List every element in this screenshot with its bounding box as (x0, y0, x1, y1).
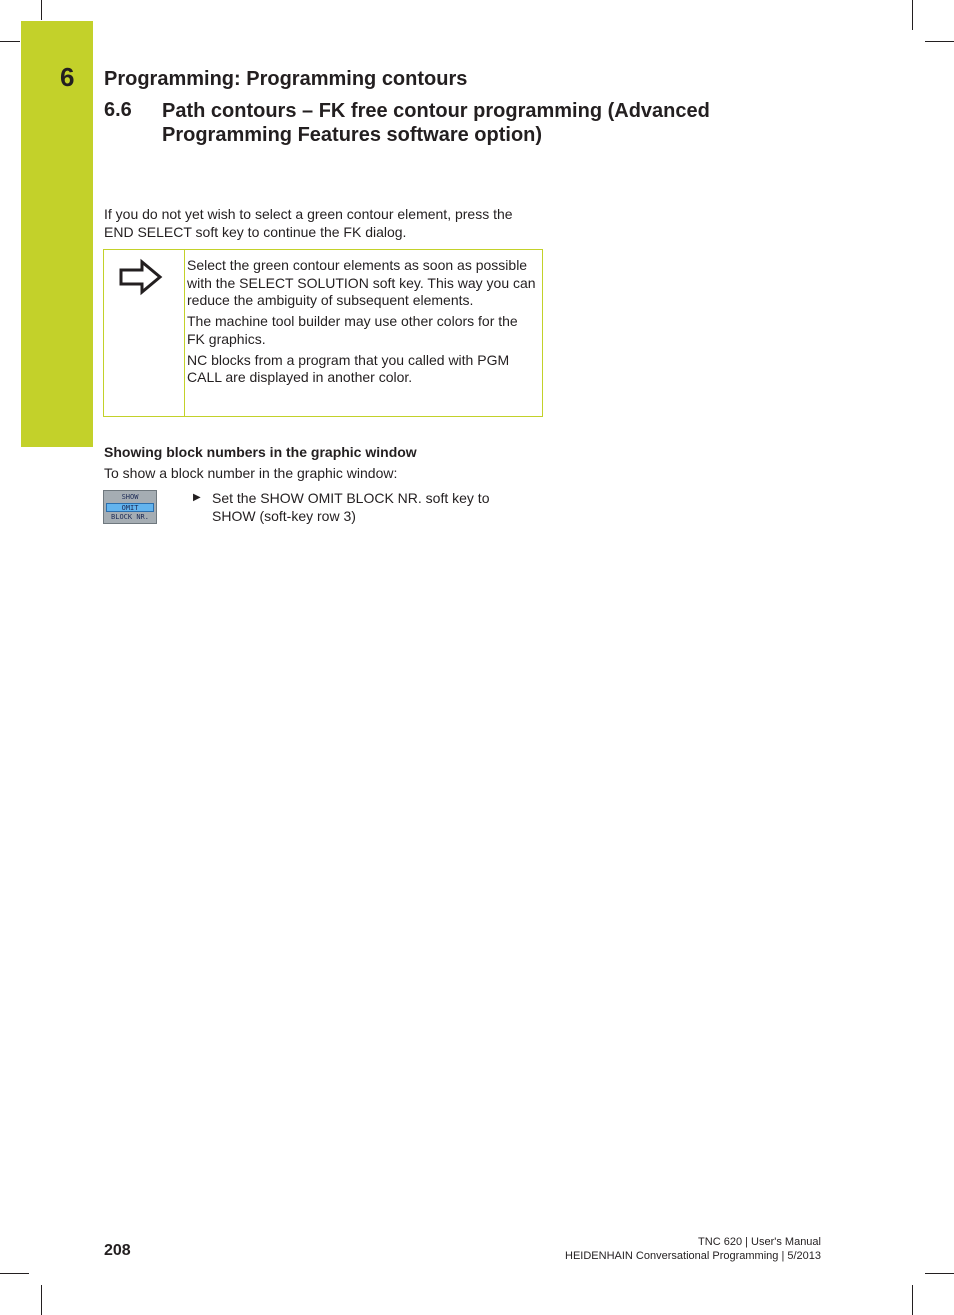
section-number: 6.6 (104, 99, 132, 121)
footer-line-1: TNC 620 | User's Manual (698, 1236, 821, 1248)
note-divider (184, 249, 185, 417)
chapter-title: Programming: Programming contours (104, 68, 468, 90)
note-paragraph: Select the green contour elements as soon as possible with the SELECT SOLUTION soft key. This way you can reduce the ambiguity of subsequent elements. (187, 257, 536, 308)
crop-mark (925, 1273, 954, 1274)
crop-mark (41, 1285, 42, 1315)
note-text (187, 257, 539, 390)
softkey-label-block-nr: BLOCK NR. (111, 513, 149, 521)
crop-mark (0, 1273, 29, 1274)
crop-mark (912, 1285, 913, 1315)
page-number: 208 (104, 1242, 131, 1259)
chapter-number: 6 (60, 62, 75, 92)
chapter-tab (21, 21, 93, 447)
step-text: Set the SHOW OMIT BLOCK NR. soft key to SHOW (soft-key row 3) (212, 490, 490, 524)
note-paragraph: The machine tool builder may use other colors for the FK graphics. (187, 313, 518, 347)
crop-mark (41, 0, 42, 20)
arrow-right-icon (118, 258, 164, 296)
note-paragraph: NC blocks from a program that you called with PGM CALL are displayed in another color. (187, 351, 510, 385)
softkey-label-show: SHOW (121, 493, 139, 501)
show-omit-block-nr-softkey[interactable] (103, 490, 157, 524)
intro-paragraph: If you do not yet wish to select a green contour element, press the END SELECT soft key to continue the FK dialog. (104, 206, 513, 240)
softkey-label-omit: OMIT (106, 503, 154, 512)
section-title: Path contours – FK free contour programming (Advanced Programming Features software option) (162, 100, 710, 146)
subsection-intro: To show a block number in the graphic window: (104, 465, 398, 481)
crop-mark (912, 0, 913, 30)
subsection-heading: Showing block numbers in the graphic window (104, 444, 417, 460)
crop-mark (0, 41, 20, 42)
footer-line-2: HEIDENHAIN Conversational Programming | 5/2013 (565, 1250, 821, 1262)
footer (565, 1235, 821, 1263)
step-bullet-icon: ▶ (193, 492, 201, 503)
crop-mark (925, 41, 954, 42)
